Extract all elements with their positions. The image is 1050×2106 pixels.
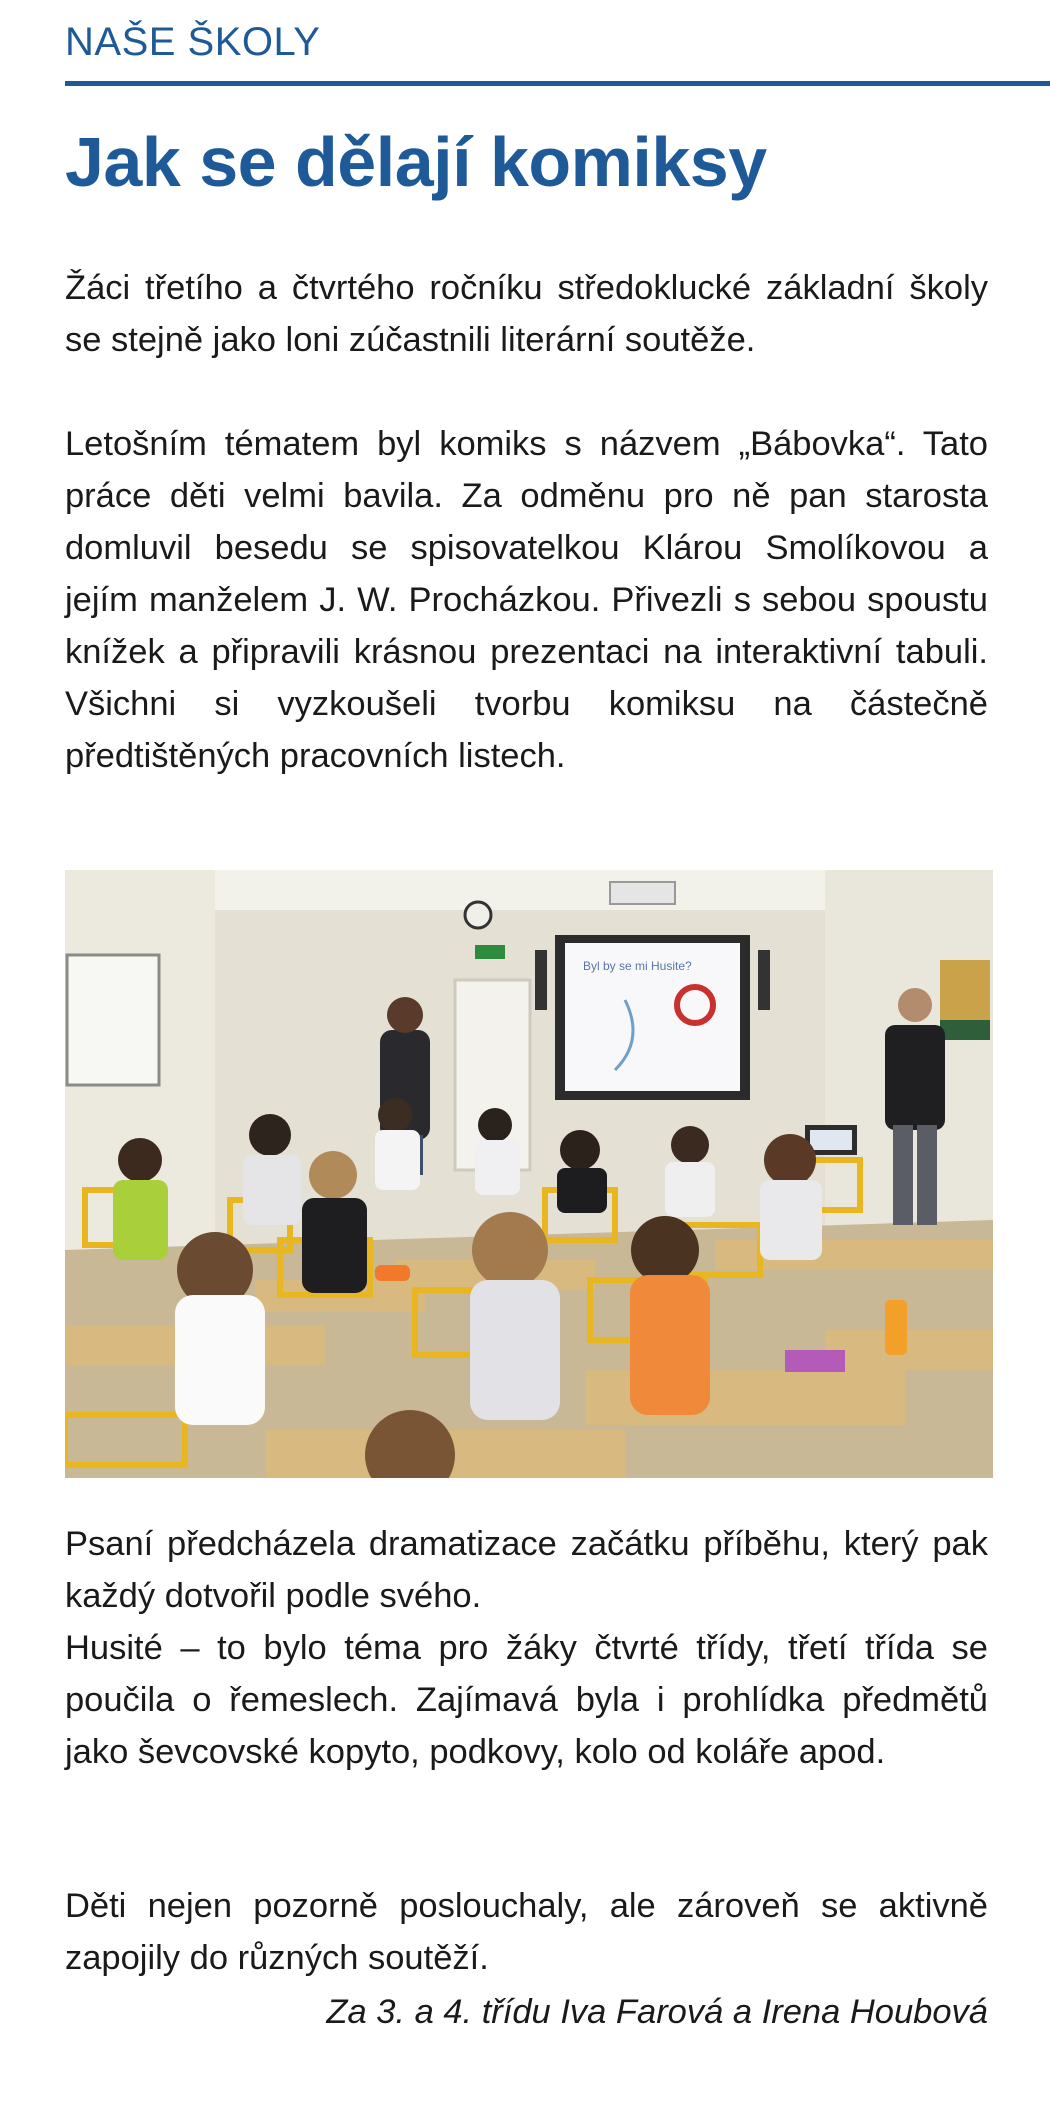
author-signature: Za 3. a 4. třídu Iva Farová a Irena Houbová	[326, 1993, 988, 2031]
paragraph-activities	[65, 1518, 988, 1778]
paragraph-husites: Husité – to bylo téma pro žáky čtvrté třídy, třetí třída se poučila o řemeslech. Zajímavá byla i prohlídka předmětů jako ševcovské kopyto, podkovy, kolo od koláře apod.	[65, 1629, 988, 1771]
paragraph-intro: Žáci třetího a čtvrtého ročníku středoklucké základní školy se stejně jako loni zúčastnili literární soutěže.	[65, 269, 988, 359]
paragraph-topic: Letošním tématem byl komiks s názvem „Bábovka“. Tato práce děti velmi bavila. Za odměnu pro ně pan starosta domluvil besedu se spisovatelkou Klárou Smolíkovou a jejím manželem J. W. Procházkou. Přivezli s sebou spoustu knížek a připravili krásnou prezentaci na interaktivní tabuli. Všichni si vyzkoušeli tvorbu komiksu na částečně předtištěných pracovních listech.	[65, 425, 988, 775]
section-label: NAŠE ŠKOLY	[65, 20, 321, 64]
paragraph-conclusion: Děti nejen pozorně poslouchaly, ale zároveň se aktivně zapojily do různých soutěží.	[65, 1887, 988, 1977]
article-title: Jak se dělají komiksy	[65, 123, 767, 201]
classroom-photo	[65, 870, 993, 1478]
board-text: Byl by se mi Husite?	[583, 959, 692, 973]
header-rule	[65, 81, 1050, 86]
paragraph-drama: Psaní předcházela dramatizace začátku příběhu, který pak každý dotvořil podle svého.	[65, 1525, 988, 1615]
